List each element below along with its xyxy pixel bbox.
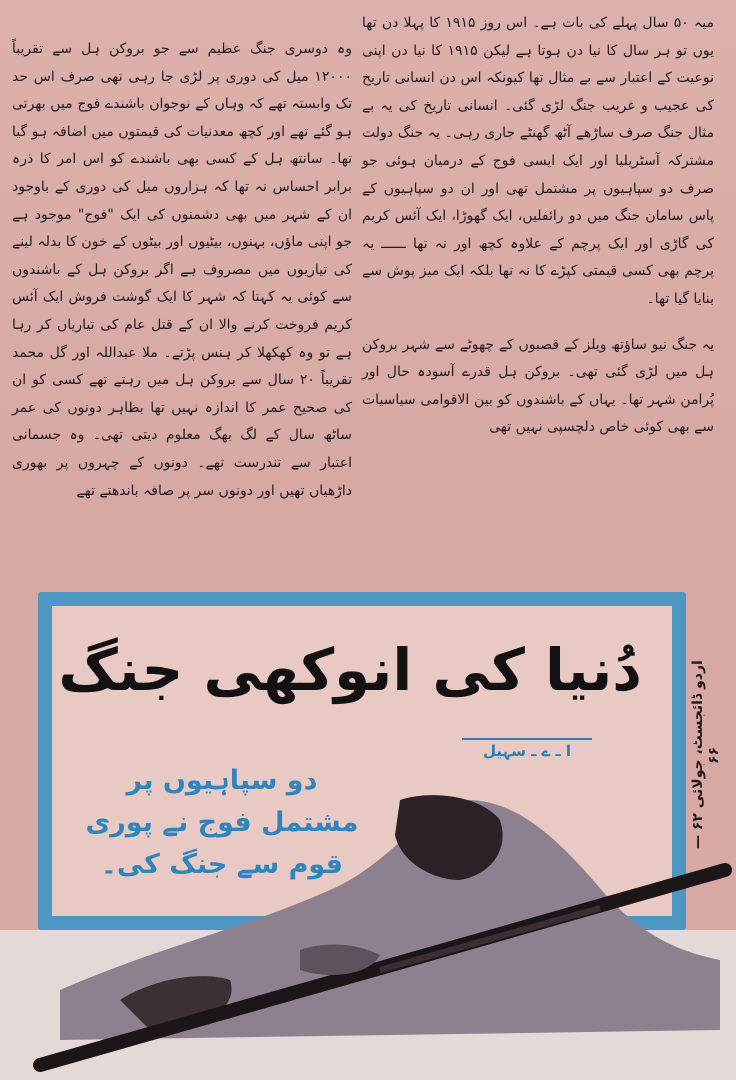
article-paragraph: میہ ۵۰ سال پہلے کی بات ہے۔ اس روز ۱۹۱۵ کا پہلا دن تھا یوں تو ہر سال کا نیا دن ہوتا ہے لیکن ۱۹۱۵ کا نیا دن اپنی نوعیت کے اعتبار سے بے مثال تھا کیونکہ اس دن انسانی تاریخ کی عجیب و غریب جنگ لڑی گئی۔ انسانی تاریخ کی یہ بے مثال جنگ صرف ساڑھے آٹھ گھنٹے جاری رہی۔ یہ جنگ دولت مشترکہ آسٹریلیا اور ایک ایسی فوج کے درمیان ہوئی جو صرف دو سپاہیوں پر مشتمل تھی اور ان دو سپاہیوں کے پاس سامان جنگ میں دو رائفلیں، ایک گھوڑا، ایک آئس کریم کی گاڑی اور ایک پرچم کے علاوہ کچھ اور نہ تھا ــــــ یہ پرچم بھی کسی قیمتی کپڑے کا نہ تھا بلکہ ایک میز پوش سے بنایا گیا تھا۔ <box>362 15 714 307</box>
article-title: دُنیا کی انوکھی جنگ <box>58 636 642 704</box>
article-paragraph: یہ جنگ نیو ساؤتھ ویلز کے قصبوں کے چھوٹے سے شہر بروکن ہل میں لڑی گئی تھی۔ بروکن ہل قدرے آسودہ حال اور پُرامن شہر تھا۔ یہاں کے باشندوں کو بین الاقوامی سیاسیات سے بھی کوئی خاص دلچسپی نہیں تھی <box>362 336 714 436</box>
article-left-column <box>12 36 352 505</box>
author-byline: ا ـ ے ـ سہیل <box>462 738 592 760</box>
article-paragraph: وہ دوسری جنگ عظیم سے جو بروکن ہل سے تقریباً ۱۲۰۰۰ میل کی دوری پر لڑی جا رہی تھی صرف اس حد تک وابستہ تھے کہ وہاں کے نوجوان باشندے فوج میں بھرتی ہو گئے تھے اور کچھ معدنیات کی قیمتوں میں اضافہ ہو گیا تھا۔ سانتھ ہل کے کسی بھی باشندے کو اس امر کا ذرہ برابر احساس نہ تھا کہ ہزاروں میل کی دوری کے باوجود ان کے شہر میں بھی دشمنوں کی ایک "فوج" موجود ہے جو اپنی ماؤں، بہنوں، بیٹیوں اور بیٹوں کے خون کا بدلہ لینے کی تیاریوں میں مصروف ہے اگر بروکن ہل کے باشندوں سے کوئی یہ کہتا کہ شہر کا ایک گوشت فروش ایک آئس کریم فروخت کرنے والا ان کے قتل عام کی تیاریاں کر رہا ہے تو وہ کھکھلا کر ہنس پڑتے۔ ملا عبداللہ اور گل محمد تقریباً ۲۰ سال سے بروکن ہل میں رہتے تھے کسی کو ان کی صحیح عمر کا اندازہ نہیں تھا بظاہر دونوں کی عمر ساٹھ سال کے لگ بھگ معلوم دیتی تھی۔ وہ جسمانی اعتبار سے تندرست تھے۔ دونوں کے چہروں پر بھوری داڑھیاں تھیں اور دونوں سر پر صافہ باندھتے تھے <box>12 41 352 499</box>
article-right-column <box>362 10 714 442</box>
soldier-illustration <box>0 780 736 1080</box>
source-note: اردو ڈائجسٹ، جولائی ۶۲ — ۶۶ <box>690 660 722 850</box>
article-subtitle: دو سپاہیوں پر مشتمل فوج نے پوری قوم سے جنگ کی۔ <box>85 765 359 880</box>
